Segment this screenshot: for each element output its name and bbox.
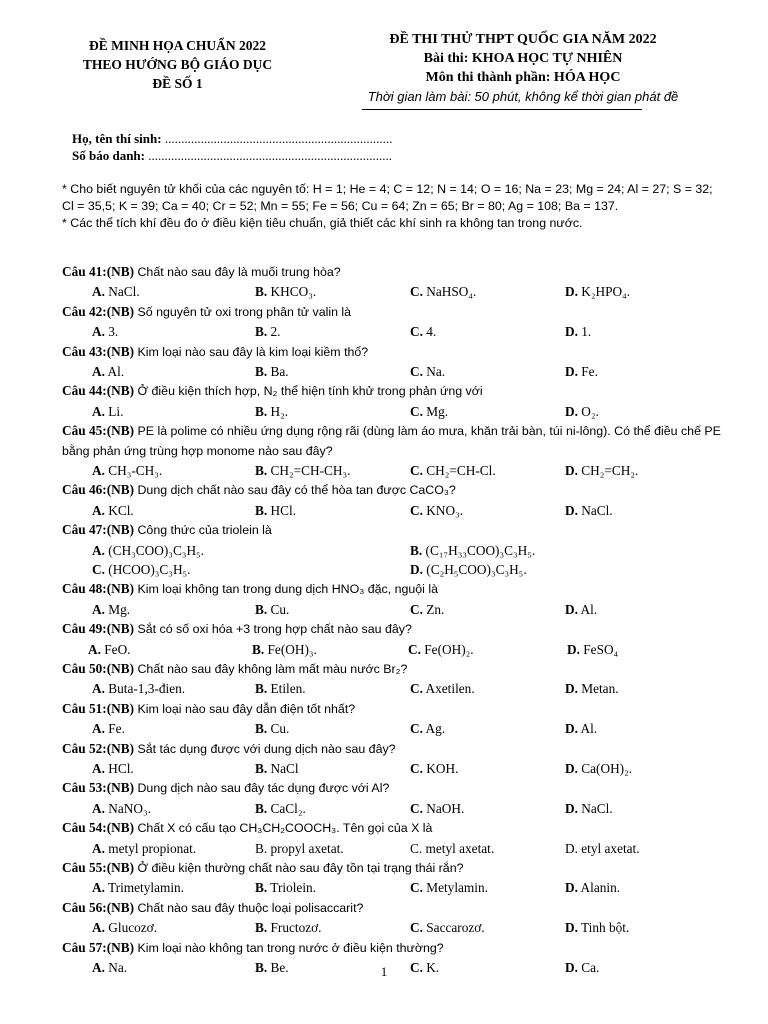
- answer-option: [565, 918, 629, 937]
- option-text: NaHSO₄.: [426, 284, 477, 300]
- question-label: Câu 44:(NB): [62, 383, 135, 399]
- answer-option: [92, 600, 130, 619]
- question-stem: [62, 938, 742, 958]
- answer-option: [410, 282, 476, 301]
- answer-option: [255, 322, 281, 341]
- option-text: Zn.: [426, 601, 445, 617]
- option-text: Metylamin.: [426, 880, 488, 896]
- option-key: A.: [92, 800, 105, 816]
- option-key: B.: [255, 324, 268, 340]
- option-text: D. etyl axetat.: [565, 840, 640, 856]
- question-text: Dung dịch chất nào sau đây có thể hòa tan được CaCO₃?: [134, 483, 456, 498]
- answer-option: [92, 679, 185, 698]
- option-key: C.: [408, 641, 421, 657]
- option-key: D.: [565, 364, 578, 379]
- name-dots: ......................................................................: [164, 131, 393, 146]
- question-stem: [62, 778, 742, 798]
- answer-option: [255, 799, 306, 818]
- answer-option: [410, 839, 494, 858]
- options-row: [62, 839, 742, 858]
- option-text: CH₃-CH₃.: [108, 463, 163, 478]
- question-text: Kim loại không tan trong dung dịch HNO₃ đặc, nguội là: [134, 582, 439, 597]
- question-text: Sắt tác dụng được với dung dịch nào sau đây?: [134, 741, 396, 756]
- option-text: Axetilen.: [425, 681, 475, 697]
- option-text: K₂HPO₄.: [581, 284, 631, 300]
- option-text: KNO₃.: [426, 502, 464, 518]
- question-label: Câu 43:(NB): [62, 343, 135, 359]
- option-text: Triolein.: [270, 880, 316, 896]
- option-key: C.: [410, 959, 423, 975]
- answer-option: [410, 679, 475, 698]
- answer-option: [255, 600, 289, 619]
- option-text: 3.: [108, 324, 119, 340]
- option-key: B.: [255, 880, 268, 896]
- option-text: Na.: [108, 959, 128, 975]
- option-key: A.: [92, 364, 105, 379]
- question-text: Kim loại nào sau đây là kim loại kiềm thổ?: [134, 344, 369, 359]
- question-text: Sắt có số oxi hóa +3 trong hợp chất nào sau đây?: [134, 622, 412, 637]
- header-left-line-1: ĐỀ MINH HỌA CHUẨN 2022: [88, 38, 266, 53]
- exam-title: ĐỀ THI THỬ THPT QUỐC GIA NĂM 2022: [389, 32, 657, 47]
- option-key: C.: [410, 800, 423, 816]
- answer-option: [92, 541, 204, 560]
- option-key: A.: [92, 502, 105, 518]
- answer-option: [565, 679, 619, 698]
- option-key: B.: [255, 681, 268, 697]
- question-label: Câu 51:(NB): [62, 700, 135, 716]
- option-text: Li.: [108, 403, 124, 419]
- option-text: Al.: [580, 601, 598, 617]
- option-key: D.: [565, 959, 578, 975]
- option-key: C.: [410, 601, 423, 617]
- option-text: Mg.: [108, 601, 131, 617]
- question-stem: [62, 302, 742, 322]
- answer-option: [92, 839, 196, 858]
- answer-option: [410, 402, 448, 421]
- page-number: 1: [380, 964, 388, 979]
- option-key: D.: [410, 561, 423, 577]
- question-stem: [62, 262, 742, 282]
- answer-option: [410, 719, 445, 738]
- answer-option: [410, 799, 464, 818]
- option-key: D.: [565, 760, 578, 776]
- options-row: [62, 461, 742, 480]
- answer-option: [92, 402, 123, 421]
- option-key: C.: [410, 880, 423, 896]
- option-key: D.: [565, 324, 578, 340]
- answer-option: [410, 501, 463, 520]
- options-row: [62, 501, 742, 520]
- option-key: D.: [565, 502, 578, 518]
- answer-option: [255, 501, 296, 520]
- option-text: KOH.: [426, 760, 459, 776]
- question-text: Chất nào sau đây là muối trung hòa?: [134, 265, 341, 279]
- answer-option: [92, 322, 118, 341]
- option-text: Etilen.: [270, 681, 306, 697]
- question-stem: [62, 520, 742, 540]
- option-key: C.: [410, 760, 423, 776]
- answer-option: [410, 600, 444, 619]
- options-row: [62, 600, 742, 619]
- option-text: Saccarozơ.: [426, 920, 485, 936]
- option-key: B.: [255, 284, 268, 300]
- option-key: B.: [255, 721, 268, 737]
- option-key: C.: [410, 364, 423, 379]
- answer-option: [408, 640, 474, 659]
- exam-subject: Môn thi thành phần: HÓA HỌC: [425, 70, 621, 85]
- option-key: B.: [255, 800, 268, 816]
- option-key: D.: [565, 681, 578, 697]
- option-key: B.: [252, 641, 265, 657]
- option-key: C.: [410, 681, 423, 697]
- option-text: Fe.: [581, 364, 598, 379]
- option-key: C.: [410, 284, 423, 300]
- option-text: NaCl.: [581, 502, 613, 518]
- options-row: [62, 679, 742, 698]
- options-row: [62, 719, 742, 738]
- option-key: C.: [410, 463, 423, 478]
- option-text: Na.: [426, 364, 446, 379]
- option-key: A.: [92, 681, 105, 697]
- option-key: A.: [92, 542, 105, 558]
- answer-option: [255, 461, 350, 480]
- question-stem: [62, 421, 742, 461]
- header-left-line-2: THEO HƯỚNG BỘ GIÁO DỤC: [82, 57, 273, 72]
- option-text: Mg.: [426, 403, 449, 419]
- question-text: Dung dịch nào sau đây tác dụng được với Al?: [134, 781, 390, 796]
- option-text: 4.: [426, 324, 437, 340]
- option-text: K.: [426, 959, 440, 975]
- question-text: Chất X có cấu tạo CH₃CH₂COOCH₃. Tên gọi của X là: [134, 821, 433, 836]
- option-text: 2.: [270, 324, 281, 340]
- question-stem: [62, 381, 742, 401]
- answer-option: [92, 501, 134, 520]
- answer-option: [92, 719, 125, 738]
- question-label: Câu 41:(NB): [62, 264, 135, 279]
- answer-option: [92, 759, 134, 778]
- question-stem: [62, 619, 742, 639]
- option-key: A.: [88, 641, 101, 657]
- option-key: D.: [565, 920, 578, 936]
- answer-option: [92, 878, 184, 897]
- answer-option: [92, 560, 191, 579]
- option-key: C.: [410, 721, 423, 737]
- candidate-info: [72, 130, 392, 164]
- header-divider: [362, 109, 642, 110]
- question-label: Câu 56:(NB): [62, 899, 135, 915]
- option-text: Fe(OH)₃.: [267, 641, 317, 657]
- option-key: A.: [92, 601, 105, 617]
- option-key: A.: [92, 760, 105, 776]
- option-text: Fe(OH)₂.: [424, 641, 474, 657]
- option-text: NaCl.: [108, 284, 140, 300]
- option-key: D.: [567, 641, 580, 657]
- question-stem: [62, 739, 742, 759]
- option-key: B.: [255, 760, 268, 776]
- question-stem: [62, 818, 742, 838]
- option-text: NaCl.: [581, 800, 613, 816]
- answer-option: [565, 600, 597, 619]
- answer-option: [565, 839, 640, 858]
- answer-option: [410, 322, 436, 341]
- exam-notes: [62, 181, 722, 232]
- question-text: Ở điều kiện thích hợp, N₂ thể hiện tính khử trong phản ứng với: [134, 384, 483, 399]
- option-key: A.: [92, 840, 105, 856]
- answer-option: [88, 640, 131, 659]
- option-text: Ba.: [270, 364, 289, 379]
- answer-option: [255, 719, 289, 738]
- option-text: Cu.: [270, 721, 290, 737]
- option-key: B.: [255, 920, 268, 936]
- option-key: D.: [565, 284, 578, 300]
- option-text: Tinh bột.: [581, 920, 630, 936]
- option-key: D.: [565, 880, 578, 896]
- question-stem: [62, 659, 742, 679]
- option-text: (HCOO)₃C₃H₅.: [108, 561, 191, 577]
- option-text: Trimetylamin.: [108, 880, 185, 896]
- option-text: Al.: [107, 364, 125, 379]
- note-gas-volumes: * Các thể tích khí đều đo ở điều kiện tiêu chuẩn, giả thiết các khí sinh ra không tan trong nước.: [62, 216, 583, 230]
- header-left: [55, 36, 300, 93]
- id-dots: ...........................................................................: [148, 148, 392, 163]
- option-text: NaNO₃.: [108, 800, 151, 816]
- question-text: Công thức của triolein là: [134, 523, 272, 538]
- option-text: Fructozơ.: [270, 920, 322, 936]
- answer-option: [255, 282, 316, 301]
- option-text: CaCl₂.: [270, 800, 306, 816]
- answer-option: [565, 719, 597, 738]
- option-key: B.: [255, 463, 268, 478]
- option-text: Be.: [270, 959, 289, 975]
- option-text: 1.: [581, 324, 592, 340]
- option-text: FeO.: [104, 641, 131, 657]
- answer-option: [565, 282, 630, 301]
- option-text: O₂.: [581, 403, 599, 419]
- option-text: HCl.: [108, 760, 134, 776]
- option-key: B.: [410, 542, 423, 558]
- answer-option: [255, 918, 322, 937]
- option-text: (C₁₇H₃₃COO)₃C₃H₅.: [425, 542, 536, 558]
- question-text: Kim loại nào không tan trong nước ở điều kiện thường?: [134, 940, 444, 955]
- options-row: [62, 560, 742, 579]
- option-key: D.: [565, 800, 578, 816]
- option-key: B.: [255, 364, 268, 379]
- option-key: C.: [410, 920, 423, 936]
- options-row: [62, 362, 742, 381]
- question-label: Câu 45:(NB): [62, 423, 135, 439]
- answer-option: [92, 918, 157, 937]
- question-stem: [62, 579, 742, 599]
- option-key: D.: [565, 403, 578, 419]
- question-stem: [62, 858, 742, 878]
- option-text: C. metyl axetat.: [410, 840, 495, 856]
- name-label: Họ, tên thí sinh:: [72, 131, 162, 146]
- options-row: [62, 759, 742, 778]
- question-text: Số nguyên tử oxi trong phân tử valin là: [134, 304, 352, 319]
- question-label: Câu 57:(NB): [62, 939, 135, 955]
- option-key: D.: [565, 721, 578, 737]
- option-text: Ca(OH)₂.: [581, 760, 633, 776]
- options-row: [62, 322, 742, 341]
- answer-option: [92, 799, 151, 818]
- option-text: Ag.: [425, 721, 446, 737]
- question-label: Câu 46:(NB): [62, 482, 135, 498]
- question-text: PE là polime có nhiều ứng dụng rộng rãi (dùng làm áo mưa, khăn trải bàn, túi ni-lông). Có thể điều chế PE bằng phản ứng trùng hợp monome nào sau đây?: [62, 424, 721, 458]
- question-label: Câu 48:(NB): [62, 581, 135, 597]
- option-key: B.: [255, 502, 268, 518]
- option-key: A.: [92, 920, 105, 936]
- question-label: Câu 54:(NB): [62, 820, 135, 836]
- option-key: A.: [92, 403, 105, 419]
- option-text: Al.: [580, 721, 598, 737]
- options-row: [62, 640, 742, 659]
- header-left-line-3: ĐỀ SỐ 1: [152, 76, 203, 91]
- option-key: A.: [92, 324, 105, 340]
- note-atomic-masses: * Cho biết nguyên tử khối của các nguyên tố: H = 1; He = 4; C = 12; N = 14; O = 16; Na = 23; Mg = 24; Al = 27; S = 32; Cl = 35,5; K = 39; Ca = 40; Cr = 52; Mn = 55; Fe = 56; Cu = 64; Zn = 65; Br = 80; Ag = 108; Ba = 137.: [62, 182, 713, 213]
- option-text: H₂.: [270, 403, 289, 419]
- question-label: Câu 55:(NB): [62, 859, 135, 875]
- answer-option: [410, 461, 496, 480]
- option-key: C.: [410, 324, 423, 340]
- question-label: Câu 49:(NB): [62, 621, 135, 637]
- option-key: A.: [92, 880, 105, 896]
- answer-option: [92, 461, 162, 480]
- exam-time: Thời gian làm bài: 50 phút, không kể thời gian phát đề: [367, 89, 679, 104]
- question-label: Câu 53:(NB): [62, 780, 135, 796]
- option-text: CH₂=CH₂.: [581, 463, 639, 478]
- question-label: Câu 52:(NB): [62, 740, 135, 756]
- options-row: [62, 541, 742, 560]
- header-right: [328, 30, 718, 106]
- exam-name: Bài thi: KHOA HỌC TỰ NHIÊN: [423, 51, 623, 66]
- answer-option: [410, 918, 485, 937]
- answer-option: [255, 878, 316, 897]
- question-text: Chất nào sau đây thuộc loại polisaccarit?: [134, 900, 364, 915]
- answer-option: [565, 759, 632, 778]
- option-key: A.: [92, 463, 105, 478]
- option-key: C.: [92, 561, 105, 577]
- option-text: metyl propionat.: [108, 840, 197, 856]
- option-key: D.: [565, 463, 578, 478]
- options-row: [62, 878, 742, 897]
- answer-option: [565, 461, 638, 480]
- option-key: A.: [92, 284, 105, 300]
- answer-option: [255, 679, 306, 698]
- option-text: Alanin.: [580, 880, 621, 896]
- option-text: Buta-1,3-đien.: [108, 681, 186, 697]
- question-label: Câu 47:(NB): [62, 522, 135, 538]
- options-row: [62, 402, 742, 421]
- answer-option: [565, 402, 599, 421]
- option-text: (C₂H₅COO)₃C₃H₅.: [426, 561, 527, 577]
- option-text: Cu.: [270, 601, 290, 617]
- answer-option: [255, 839, 344, 858]
- question-label: Câu 42:(NB): [62, 303, 135, 319]
- question-stem: [62, 898, 742, 918]
- answer-option: [255, 362, 289, 381]
- id-label: Số báo danh:: [72, 148, 145, 163]
- option-key: A.: [92, 721, 105, 737]
- answer-option: [565, 322, 591, 341]
- answer-option: [565, 362, 598, 381]
- question-label: Câu 50:(NB): [62, 660, 135, 676]
- answer-option: [255, 402, 288, 421]
- option-text: (CH₃COO)₃C₃H₅.: [108, 542, 205, 558]
- option-text: HCl.: [270, 502, 297, 518]
- question-text: Ở điều kiện thường chất nào sau đây tồn tại trạng thái rắn?: [134, 860, 464, 875]
- option-text: CH₂=CH-Cl.: [426, 463, 496, 478]
- option-key: A.: [92, 959, 105, 975]
- option-key: C.: [410, 403, 423, 419]
- option-text: Metan.: [581, 681, 619, 697]
- question-text: Kim loại nào sau đây dẫn điện tốt nhất?: [134, 701, 356, 716]
- option-text: NaOH.: [426, 800, 465, 816]
- answer-option: [565, 799, 613, 818]
- options-row: [62, 918, 742, 937]
- answer-option: [255, 759, 299, 778]
- option-key: D.: [565, 601, 578, 617]
- answer-option: [410, 878, 488, 897]
- answer-option: [565, 878, 620, 897]
- answer-option: [410, 362, 445, 381]
- option-text: KHCO₃.: [270, 284, 317, 300]
- answer-option: [410, 759, 458, 778]
- option-text: CH₂=CH-CH₃.: [270, 463, 351, 478]
- question-list: [62, 262, 742, 977]
- option-text: Ca.: [581, 959, 600, 975]
- option-text: KCl.: [108, 502, 134, 518]
- question-stem: [62, 342, 742, 362]
- answer-option: [410, 541, 535, 560]
- option-text: Glucozơ.: [108, 920, 158, 936]
- option-key: C.: [410, 502, 423, 518]
- option-text: NaCl: [270, 760, 299, 776]
- option-text: Fe.: [108, 721, 125, 737]
- answer-option: [567, 640, 618, 659]
- answer-option: [92, 282, 140, 301]
- options-row: [62, 282, 742, 301]
- answer-option: [410, 560, 527, 579]
- options-row: [62, 799, 742, 818]
- question-stem: [62, 480, 742, 500]
- option-key: B.: [255, 601, 268, 617]
- answer-option: [252, 640, 317, 659]
- question-text: Chất nào sau đây không làm mất màu nước Br₂?: [134, 661, 408, 676]
- question-stem: [62, 699, 742, 719]
- option-text: FeSO₄: [583, 641, 619, 657]
- answer-option: [92, 362, 124, 381]
- option-key: B.: [255, 959, 268, 975]
- option-text: B. propyl axetat.: [255, 840, 344, 856]
- option-key: B.: [255, 403, 268, 419]
- answer-option: [565, 501, 613, 520]
